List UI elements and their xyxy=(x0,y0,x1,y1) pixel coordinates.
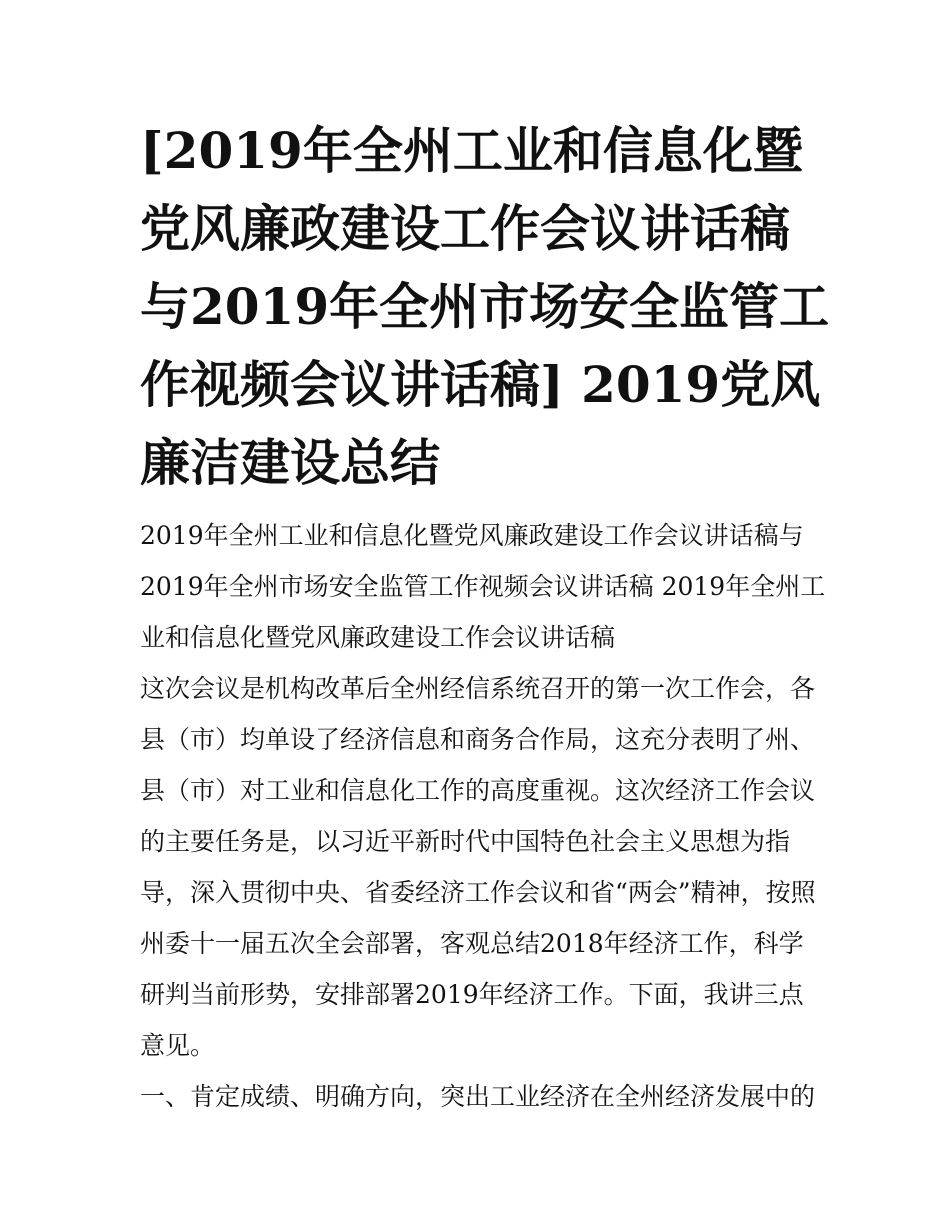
body-line: 一、肯定成绩、明确方向，突出工业经济在全州经济发展中的 xyxy=(140,1082,816,1111)
document-body xyxy=(140,510,830,1122)
body-line: 业和信息化暨党风廉政建设工作会议讲话稿 xyxy=(140,623,616,652)
body-line: 导，深入贯彻中央、省委经济工作会议和省“两会”精神，按照 xyxy=(140,878,816,907)
body-line: 县（市）均单设了经济信息和商务合作局，这充分表明了州、 xyxy=(140,725,816,754)
body-line: 2019年全州市场安全监管工作视频会议讲话稿 2019年全州工 xyxy=(140,572,826,601)
title-line: [2019年全州工业和信息化暨 xyxy=(140,121,803,180)
document-title xyxy=(140,112,830,502)
title-line: 作视频会议讲话稿] 2019党风 xyxy=(140,355,821,414)
body-line: 州委十一届五次全会部署，客观总结2018年经济工作，科学 xyxy=(140,929,804,958)
body-line: 意见。 xyxy=(140,1031,216,1060)
body-line: 的主要任务是，以习近平新时代中国特色社会主义思想为指 xyxy=(140,827,791,856)
body-line: 研判当前形势，安排部署2019年经济工作。下面，我讲三点 xyxy=(140,980,804,1009)
body-line: 县（市）对工业和信息化工作的高度重视。这次经济工作会议 xyxy=(140,776,816,805)
title-line: 廉洁建设总结 xyxy=(140,433,440,492)
body-line: 这次会议是机构改革后全州经信系统召开的第一次工作会，各 xyxy=(140,674,816,703)
title-line: 与2019年全州市场安全监管工 xyxy=(140,277,830,336)
body-line: 2019年全州工业和信息化暨党风廉政建设工作会议讲话稿与 xyxy=(140,521,804,550)
title-line: 党风廉政建设工作会议讲话稿 xyxy=(140,199,790,258)
